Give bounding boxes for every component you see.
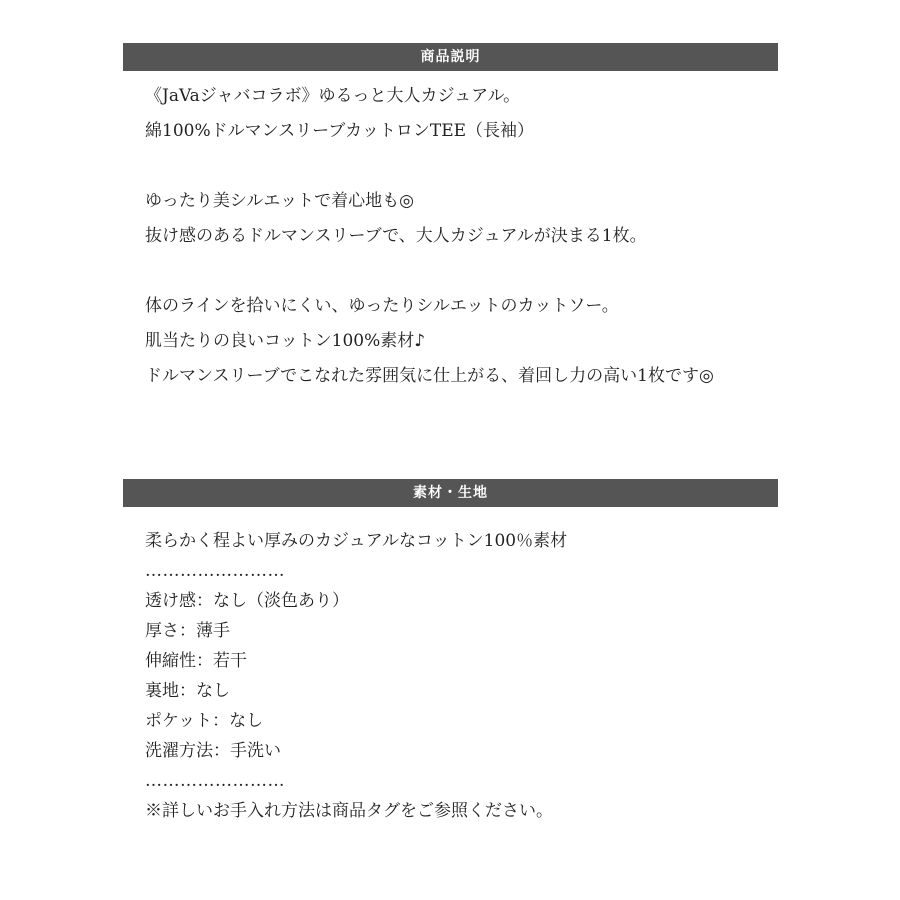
divider-dots-top: …………………… <box>145 561 285 581</box>
description-line: 《JaVaジャバコラボ》ゆるっと大人カジュアル。 <box>145 86 521 106</box>
spec-washing: 洗濯方法：手洗い <box>145 741 281 761</box>
description-blank-line <box>145 149 785 184</box>
description-text-block <box>145 79 785 394</box>
material-section-title: 素材・生地 <box>413 485 488 501</box>
spec-see-through: 透け感：なし（淡色あり） <box>145 591 349 611</box>
description-line: 綿100%ドルマンスリーブカットロンTEE（長袖） <box>145 121 535 141</box>
description-line: ゆったり美シルエットで着心地も◎ <box>145 191 414 211</box>
material-section-header <box>123 479 778 507</box>
material-intro: 柔らかく程よい厚みのカジュアルなコットン100％素材 <box>145 531 568 551</box>
description-blank-line <box>145 254 785 289</box>
spec-stretch: 伸縮性：若干 <box>145 651 247 671</box>
description-line: 体のラインを拾いにくい、ゆったりシルエットのカットソー。 <box>145 296 619 316</box>
description-line: 抜け感のあるドルマンスリーブで、大人カジュアルが決まる1枚。 <box>145 226 647 246</box>
divider-dots-bottom: …………………… <box>145 771 285 791</box>
spec-lining: 裏地：なし <box>145 681 230 701</box>
description-line: 肌当たりの良いコットン100%素材♪ <box>145 331 426 351</box>
material-text-block <box>145 526 785 826</box>
care-note: ※詳しいお手入れ方法は商品タグをご参照ください。 <box>145 801 553 821</box>
description-section-title: 商品説明 <box>420 49 481 65</box>
spec-thickness: 厚さ：薄手 <box>145 621 230 641</box>
spec-pocket: ポケット：なし <box>145 711 264 731</box>
description-line: ドルマンスリーブでこなれた雰囲気に仕上がる、着回し力の高い1枚です◎ <box>145 366 714 386</box>
description-section-header <box>123 43 778 71</box>
